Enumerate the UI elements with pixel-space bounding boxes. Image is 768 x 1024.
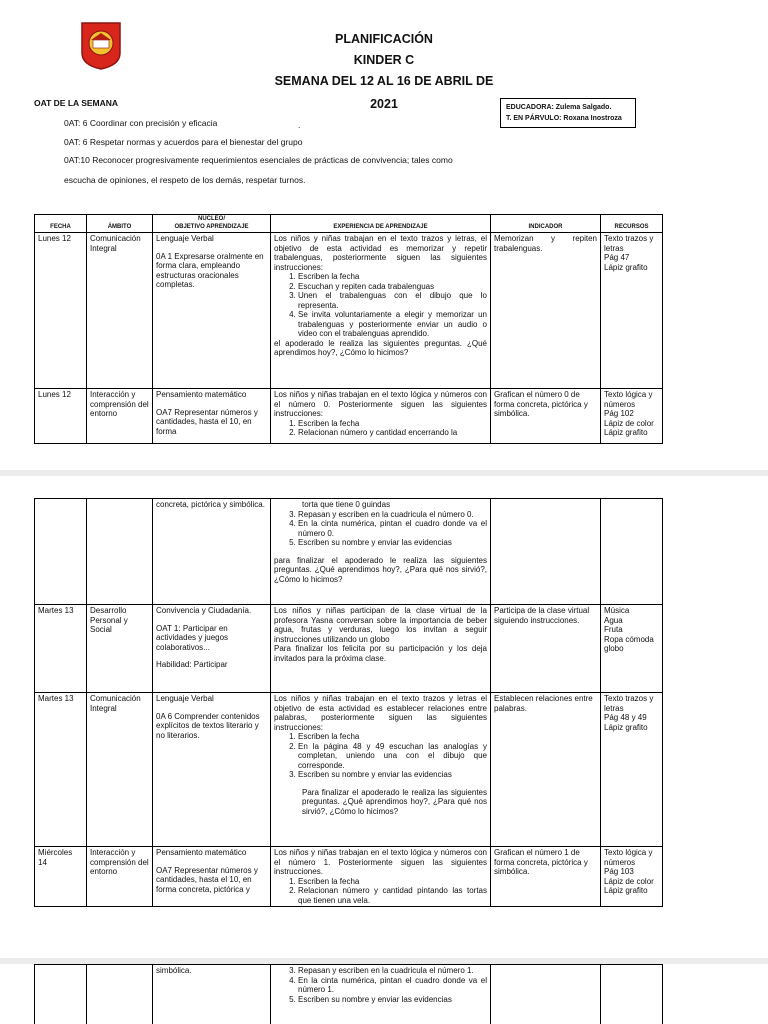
recursos-cell: [601, 693, 663, 847]
recursos-cell: [601, 389, 663, 444]
recurso-item: Lápiz grafito: [604, 886, 648, 895]
habilidad-text: Habilidad: Participar: [156, 660, 228, 669]
experiencia-intro: Los niños y niñas trabajan en el texto trazos y letras, el objetivo de esta actividad es memorizar y repetir trabalenguas, posteriormente siguen las siguientes instrucciones:: [274, 234, 487, 272]
experiencia-cell: [271, 389, 491, 444]
planning-table-continued: [34, 964, 663, 1024]
instruction-item: 4. Se invita voluntariamente a elegir y memorizar un trabalenguas y posteriormente enviar un audio o video con el trabalenguas aprendido.: [298, 310, 487, 339]
planning-table: [34, 214, 663, 444]
ambito-cell: Comunicación Integral: [87, 693, 153, 847]
document-page-1: [0, 0, 768, 470]
nucleo-cell: [153, 847, 271, 907]
objetivo-cell: simbólica.: [153, 965, 271, 1024]
objetivo-text: 0A 6 Comprender contenidos explícitos de textos literario y no literarios.: [156, 711, 260, 740]
instruction-lead: torta que tiene 0 guindas: [302, 500, 391, 509]
recurso-item: Pág 102: [604, 409, 634, 418]
indicador-cell: [491, 965, 601, 1024]
instruction-item: 5. Escriben su nombre y enviar las evidencias: [298, 538, 487, 548]
instruction-item: 2. Relacionan número y cantidad encerrando la: [298, 428, 487, 438]
instruction-item: 3. Repasan y escriben en la cuadricula el número 0.: [298, 510, 487, 520]
page-title: PLANIFICACIÓN: [335, 32, 433, 46]
planning-table-continued: [34, 498, 663, 907]
nucleo-text: Pensamiento matemático: [156, 848, 247, 857]
fecha-cell: [35, 965, 87, 1024]
table-row: [35, 233, 663, 389]
class-subtitle: KINDER C: [353, 53, 415, 67]
experiencia-intro: Los niños y niñas participan de la clase virtual de la profesora Yasna conversan sobre la importancia de beber agua, frutas y verduras, luego los invitan a seguir instrucciones utilizando un globo: [274, 606, 487, 644]
recurso-item: Agua: [604, 615, 623, 625]
indicador-cell: Grafican el número 1 de forma concreta, pictórica y simbólica.: [491, 847, 601, 907]
fecha-cell: [35, 499, 87, 605]
nucleo-cell: [153, 233, 271, 389]
col-experiencia: EXPERIENCIA DE APRENDIZAJE: [271, 215, 491, 233]
recursos-cell: [601, 965, 663, 1024]
instruction-item: 3. Unen el trabalenguas con el dibujo que lo representa.: [298, 291, 487, 310]
col-ambito: ÁMBITO: [87, 215, 153, 233]
instruction-item: 5. Escriben su nombre y enviar las evidencias: [298, 995, 487, 1005]
ambito-cell: Interacción y comprensión del entorno: [87, 389, 153, 444]
ambito-cell: Interacción y comprensión del entorno: [87, 847, 153, 907]
ambito-cell: Comunicación Integral: [87, 233, 153, 389]
staff-box: [500, 98, 636, 128]
ambito-cell: [87, 499, 153, 605]
table-row: [35, 605, 663, 693]
week-heading: SEMANA DEL 12 AL 16 DE ABRIL DE: [274, 74, 494, 88]
instruction-list: [274, 272, 487, 339]
nucleo-text: Lenguaje Verbal: [156, 694, 214, 703]
instruction-item: 1. Escriben la fecha: [298, 877, 487, 887]
recurso-item: Pág 47: [604, 253, 630, 262]
fecha-cell: Lunes 12: [35, 233, 87, 389]
instruction-list: [274, 510, 487, 548]
experiencia-intro: Los niños y niñas trabajan en el texto lógica y números con el número 1. Posteriormente siguen las siguientes instrucciones.: [274, 848, 487, 876]
instruction-item: 1. Escriben la fecha: [298, 419, 487, 429]
col-nucleo-line2: OBJETIVO APRENDIZAJE: [174, 223, 249, 230]
col-indicador: INDICADOR: [491, 215, 601, 233]
instruction-item: 2. Relacionan número y cantidad pintando las tortas que tienen una vela.: [298, 886, 487, 905]
table-row: [35, 847, 663, 907]
nucleo-text: Lenguaje Verbal: [156, 234, 214, 243]
experiencia-cell: [271, 499, 491, 605]
instruction-list: [274, 877, 487, 906]
fecha-cell: Martes 13: [35, 693, 87, 847]
nucleo-cell: [153, 693, 271, 847]
instruction-item: 1. Escriben la fecha: [298, 732, 487, 742]
indicador-cell: [491, 499, 601, 605]
table-row: [35, 965, 663, 1024]
recurso-item: Lápiz de color: [604, 876, 654, 886]
oat-dot: .: [298, 120, 301, 130]
col-nucleo-line1: NÚCLEO/: [198, 216, 225, 222]
recurso-item: Lápiz de color: [604, 418, 654, 428]
oat-item: 0AT:10 Reconocer progresivamente requerimientos esenciales de prácticas de convivencia; tales como: [64, 155, 453, 165]
experiencia-intro: Los niños y niñas trabajan en el texto trazos y letras el objetivo de esta actividad es establecer relaciones entre palabras, posteriormente siguen las siguientes instrucciones:: [274, 694, 487, 732]
experiencia-intro: Los niños y niñas trabajan en el texto lógica y números con el número 0. Posteriormente siguen las siguientes instrucciones:: [274, 390, 487, 418]
week-year: 2021: [370, 97, 398, 111]
table-row: [35, 499, 663, 605]
experiencia-cell: [271, 965, 491, 1024]
nucleo-text: Convivencia y Ciudadanía.: [156, 606, 252, 615]
recurso-item: Pág 103: [604, 867, 634, 876]
ambito-cell: [87, 965, 153, 1024]
instruction-item: 1. Escriben la fecha: [298, 272, 487, 282]
experiencia-cell: [271, 233, 491, 389]
objetivo-text: 0A 1 Expresarse oralmente en forma clara, empleando estructuras oracionales completas.: [156, 251, 264, 289]
oat-label: OAT DE LA SEMANA: [34, 98, 119, 108]
recurso-item: Texto trazos y letras: [604, 694, 654, 713]
instruction-list: [274, 732, 487, 780]
experiencia-outro: Para finalizar los felicita por su participación y los deja invitados para la próxima clase.: [274, 644, 487, 663]
oat-item: 0AT: 6 Coordinar con precisión y eficacia: [64, 118, 218, 128]
experiencia-outro: para finalizar el apoderado le realiza las siguientes preguntas. ¿Qué aprendimos hoy?, ¿Para qué nos sirvió?, ¿Cómo lo hicimos?: [274, 555, 487, 584]
table-row: [35, 389, 663, 444]
indicador-cell: Grafican el número 0 de forma concreta, pictórica y simbólica.: [491, 389, 601, 444]
fecha-cell: Martes 13: [35, 605, 87, 693]
instruction-list: [274, 966, 487, 1004]
recurso-item: Lápiz grafito: [604, 428, 648, 437]
experiencia-outro: Para finalizar el apoderado le realiza las siguientes preguntas. ¿Qué aprendimos hoy?, ¿Para qué nos sirvió?, ¿Cómo lo hicimos?: [302, 787, 487, 816]
recursos-cell: [601, 605, 663, 693]
recurso-item: Lápiz grafito: [604, 262, 648, 272]
recurso-item: globo: [604, 644, 624, 653]
recurso-item: Pág 48 y 49: [604, 713, 647, 722]
objetivo-text: OA7 Representar números y cantidades, hasta el 10, en forma concreta, pictórica y: [156, 865, 258, 894]
fecha-cell: Lunes 12: [35, 389, 87, 444]
nucleo-cell: [153, 605, 271, 693]
educadora-label: EDUCADORA: Zulema Salgado.: [506, 104, 612, 111]
document-page-2: [0, 476, 768, 958]
recurso-item: Lápiz grafito: [604, 722, 648, 732]
instruction-item: 4. En la cinta numérica, pintan el cuadro donde va el número 0.: [298, 519, 487, 538]
recursos-cell: [601, 233, 663, 389]
indicador-cell: Establecen relaciones entre palabras.: [491, 693, 601, 847]
indicador-cell: Participa de la clase virtual siguiendo instrucciones.: [491, 605, 601, 693]
objetivo-text: OAT 1: Participar en actividades y juegos colaborativos...: [156, 623, 229, 652]
table-row: [35, 693, 663, 847]
instruction-item: 2. En la página 48 y 49 escuchan las analogías y completan, uniendo una con el dibujo que corresponde.: [298, 742, 487, 771]
instruction-item: 3. Escriben su nombre y enviar las evidencias: [298, 770, 487, 780]
ambito-cell: Desarrollo Personal y Social: [87, 605, 153, 693]
oat-item: 0AT: 6 Respetar normas y acuerdos para el bienestar del grupo: [64, 137, 303, 147]
objetivo-cell: concreta, pictórica y simbólica.: [153, 499, 271, 605]
instruction-item: 4. En la cinta numérica, pintan el cuadro donde va el número 1.: [298, 976, 487, 995]
fecha-cell: Miércoles 14: [35, 847, 87, 907]
recursos-cell: [601, 499, 663, 605]
recurso-item: Fruta: [604, 625, 623, 634]
recursos-cell: [601, 847, 663, 907]
objetivo-text: OA7 Representar números y cantidades, hasta el 10, en forma: [156, 407, 258, 436]
document-page-3: [0, 964, 768, 1024]
nucleo-cell: [153, 389, 271, 444]
experiencia-cell: [271, 847, 491, 907]
indicador-cell: Memorizan y repiten trabalenguas.: [491, 233, 601, 389]
recurso-item: Texto lógica y números: [604, 848, 653, 867]
recurso-item: Ropa cómoda: [604, 634, 654, 644]
parvulo-label: T. EN PÁRVULO: Roxana Inostroza: [506, 115, 622, 122]
instruction-item: 3. Repasan y escriben en la cuadricula el número 1.: [298, 966, 487, 976]
oat-item: escucha de opiniones, el respeto de los demás, respetar turnos.: [64, 175, 306, 185]
instruction-item: 2. Escuchan y repiten cada trabalenguas: [298, 282, 487, 292]
col-nucleo: [153, 215, 271, 233]
experiencia-outro: el apoderado le realiza las siguientes preguntas. ¿Qué aprendimos hoy?, ¿Cómo lo hicimos?: [274, 338, 487, 357]
recurso-item: Texto trazos y letras: [604, 234, 654, 253]
col-fecha: FECHA: [35, 215, 87, 233]
recurso-item: Texto lógica y números: [604, 390, 653, 409]
experiencia-cell: [271, 693, 491, 847]
experiencia-cell: [271, 605, 491, 693]
table-header-row: [35, 215, 663, 233]
col-recursos: RECURSOS: [601, 215, 663, 233]
recurso-item: Música: [604, 606, 630, 615]
instruction-list: [274, 419, 487, 438]
nucleo-text: Pensamiento matemático: [156, 390, 247, 399]
